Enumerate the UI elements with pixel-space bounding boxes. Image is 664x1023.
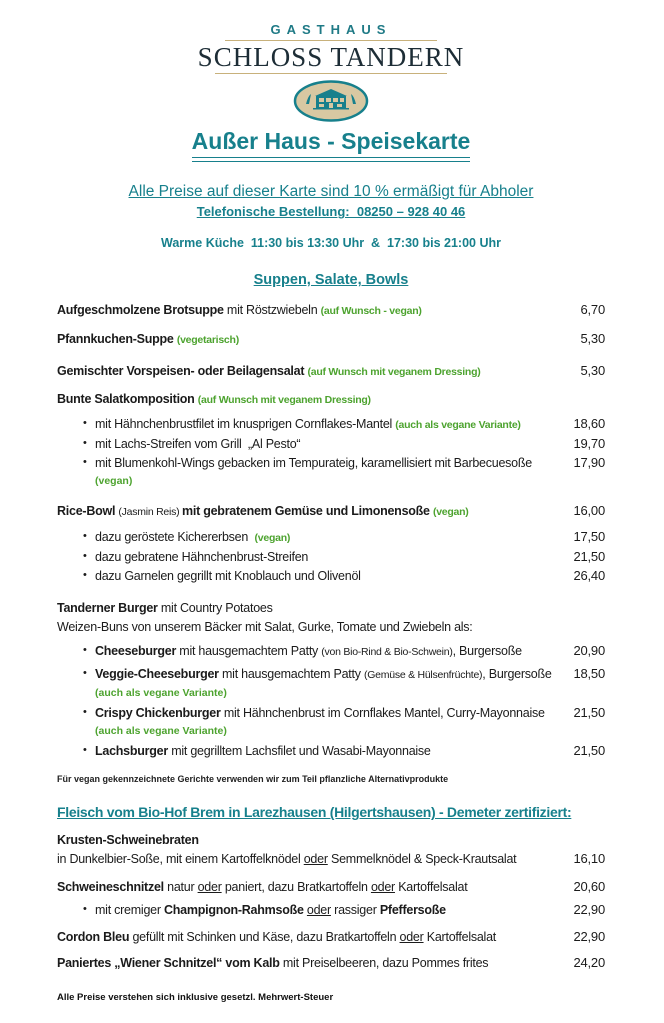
opening-hours: Warme Küche 11:30 bis 13:30 Uhr & 17:30 bis 21:00 Uhr — [161, 236, 501, 251]
menu-text-run: (auf Wunsch mit veganem Dressing) — [197, 394, 371, 407]
menu-text-run: oder — [197, 880, 222, 895]
menu-text-run: natur — [167, 880, 198, 895]
menu-item-text — [57, 504, 469, 518]
menu-text-run: mit gegrilltem Lachsfilet und Wasabi-Mayonnaise — [171, 744, 431, 759]
menu-text-run: rassiger — [330, 903, 380, 918]
vegan-footnote: Für vegan gekennzeichnete Gerichte verwenden wir zum Teil pflanzliche Alternativprodukte — [57, 774, 449, 785]
menu-item-text — [95, 644, 522, 658]
bullet-icon: • — [83, 744, 87, 757]
gold-divider-top — [225, 40, 437, 41]
menu-text-run: (auf Wunsch - vegan) — [320, 305, 422, 318]
discount-notice: Alle Preise auf dieser Karte sind 10 % ermäßigt für Abholer — [128, 183, 534, 201]
brand-gasthaus: GASTHAUS — [270, 22, 392, 37]
menu-item — [57, 618, 605, 636]
menu-text-run: oder — [306, 903, 331, 918]
menu-item-text — [95, 530, 290, 544]
bullet-icon: • — [83, 417, 87, 430]
schloss-tandern-logo — [57, 80, 605, 122]
menu-text-run: oder — [399, 930, 424, 945]
menu-text-run: Champignon-Rahmsoße — [163, 903, 307, 918]
menu-item-price: 16,10 — [573, 851, 605, 867]
header — [57, 22, 605, 250]
menu-text-run: (von Bio-Rind & Bio-Schwein) — [321, 646, 453, 659]
menu-item-text — [57, 620, 473, 634]
menu-item — [57, 528, 605, 547]
menu-item-text — [95, 437, 300, 451]
menu-item — [57, 742, 605, 760]
menu-item-price: 18,60 — [573, 416, 605, 432]
menu-item-subnote — [95, 472, 555, 489]
menu-text-run: Pfannkuchen-Suppe — [57, 332, 177, 347]
menu-text-run: mit Hähnchenbrustfilet im knusprigen Cornflakes-Mantel — [95, 417, 396, 432]
menu-item-text — [57, 364, 481, 378]
menu-text-run: mit Hähnchenbrust im Cornflakes Mantel, Curry-Mayonnaise — [223, 706, 545, 721]
menu-text-run: Lachsburger — [95, 744, 172, 759]
menu-text-run: paniert, dazu Bratkartoffeln — [221, 880, 371, 895]
menu-item-price: 18,50 — [573, 666, 605, 682]
menu-text-run: (Jasmin Reis) — [118, 506, 182, 519]
menu-text-run: (auch als vegane Variante) — [95, 687, 227, 700]
menu-item-text — [95, 667, 552, 681]
menu-text-run: mit Lachs-Streifen vom Grill „Al Pesto“ — [95, 437, 301, 452]
menu-item-price: 21,50 — [573, 705, 605, 721]
menu-item-text — [57, 303, 422, 317]
menu-item-text — [57, 852, 516, 866]
section-suppen-salate-bowls — [57, 272, 605, 760]
menu-text-run: Bunte Salatkomposition — [57, 392, 198, 407]
menu-item — [57, 878, 605, 896]
menu-text-run: (vegan) — [95, 475, 133, 488]
menu-text-run: dazu geröstete Kichererbsen — [95, 530, 255, 545]
menu-text-run: Veggie-Cheeseburger — [95, 667, 222, 682]
page-title — [57, 128, 605, 162]
menu-item-price: 24,20 — [573, 955, 605, 971]
menu-item — [57, 901, 605, 919]
menu-item — [57, 567, 605, 585]
bullet-icon: • — [83, 550, 87, 563]
menu-text-run: (auch als vegane Variante) — [95, 725, 227, 738]
menu-text-run: Tanderner Burger — [57, 601, 161, 616]
menu-item — [57, 704, 605, 739]
menu-text-run: Gemischter Vorspeisen- oder Beilagensalat — [57, 364, 308, 379]
menu-item — [57, 850, 605, 868]
bullet-icon: • — [83, 456, 87, 469]
menu-item-text — [95, 744, 431, 758]
menu-text-run: gefüllt mit Schinken und Käse, dazu Bratkartoffeln — [132, 930, 400, 945]
menu-text-run: Cordon Bleu — [57, 930, 133, 945]
menu-text-run: dazu Garnelen gegrillt mit Knoblauch und Olivenöl — [95, 569, 361, 584]
menu-item — [57, 415, 605, 434]
menu-text-run: (Gemüse & Hülsenfrüchte) — [363, 669, 483, 682]
section-items — [57, 301, 605, 760]
menu-item — [57, 330, 605, 349]
menu-item — [57, 362, 605, 381]
menu-item-price: 26,40 — [573, 568, 605, 584]
menu-item-text — [95, 456, 532, 470]
menu-item-price: 5,30 — [580, 363, 605, 379]
crest-icon — [293, 80, 369, 122]
menu-item-price: 17,90 — [573, 455, 605, 471]
menu-item-text — [95, 569, 361, 583]
menu-item-text — [95, 550, 308, 564]
menu-text-run: Aufgeschmolzene Brotsuppe — [57, 303, 227, 318]
menu-text-run: (auch als vegane Variante) — [395, 419, 521, 432]
menu-text-run: dazu gebratene Hähnchenbrust-Streifen — [95, 550, 309, 565]
bullet-icon: • — [83, 667, 87, 680]
menu-item — [57, 642, 605, 661]
menu-item-price: 17,50 — [573, 529, 605, 545]
menu-item-text — [95, 417, 521, 431]
menu-text-run: Cheeseburger — [95, 644, 180, 659]
menu-item-text — [95, 903, 446, 917]
menu-item — [57, 831, 605, 849]
menu-item-price: 6,70 — [580, 302, 605, 318]
menu-text-run: mit Blumenkohl-Wings gebacken im Tempurateig, karamellisiert mit Barbecuesoße — [95, 456, 532, 471]
menu-item-subnote — [95, 722, 555, 739]
menu-item-price: 21,50 — [573, 743, 605, 759]
menu-text-run: oder — [303, 852, 328, 867]
bullet-icon: • — [83, 569, 87, 582]
menu-item-price: 22,90 — [573, 902, 605, 918]
bullet-icon: • — [83, 530, 87, 543]
menu-item-text — [57, 880, 467, 894]
menu-text-run: Crispy Chickenburger — [95, 706, 224, 721]
page-title-text: Außer Haus - Speisekarte — [192, 128, 471, 158]
menu-text-run: in Dunkelbier-Soße, mit einem Kartoffelknödel — [57, 852, 304, 867]
menu-text-run: mit cremiger — [95, 903, 164, 918]
gold-divider-bottom — [215, 73, 447, 74]
menu-item — [57, 928, 605, 946]
menu-text-run: Schweineschnitzel — [57, 880, 168, 895]
section-items — [57, 831, 605, 972]
menu-item-text — [57, 956, 488, 970]
bullet-icon: • — [83, 644, 87, 657]
menu-item-text — [57, 930, 496, 944]
menu-text-run: (vegetarisch) — [176, 334, 239, 347]
menu-item — [57, 665, 605, 701]
menu-item-price: 20,60 — [573, 879, 605, 895]
menu-item — [57, 599, 605, 617]
menu-item-price: 19,70 — [573, 436, 605, 452]
section-heading: Suppen, Salate, Bowls — [253, 272, 409, 289]
menu-text-run: Krusten-Schweinebraten — [57, 833, 199, 848]
menu-item-price: 22,90 — [573, 929, 605, 945]
menu-text-run: Pfeffersoße — [379, 903, 446, 918]
menu-text-run: (vegan) — [432, 506, 469, 519]
menu-item-price: 16,00 — [573, 503, 605, 519]
menu-item-subnote — [95, 684, 555, 701]
menu-text-run: Rice-Bowl — [57, 504, 119, 519]
menu-item-text — [57, 392, 371, 406]
menu-item-text — [95, 706, 545, 720]
menu-text-run: mit gebratenem Gemüse und Limonensoße — [182, 504, 433, 519]
menu-item — [57, 301, 605, 320]
menu-item-text — [57, 601, 273, 615]
menu-text-run: (auf Wunsch mit veganem Dressing) — [307, 366, 481, 379]
menu-item — [57, 502, 605, 521]
bullet-icon: • — [83, 706, 87, 719]
bullet-icon: • — [83, 903, 87, 916]
phone-order-line: Telefonische Bestellung: 08250 – 928 40 46 — [196, 204, 466, 220]
section-heading: Fleisch vom Bio-Hof Brem in Larezhausen (Hilgertshausen) - Demeter zertifiziert: — [57, 804, 572, 821]
menu-text-run: mit Country Potatoes — [160, 601, 273, 616]
menu-text-run: mit Röstzwiebeln — [226, 303, 321, 318]
menu-text-run: Weizen-Buns von unserem Bäcker mit Salat, Gurke, Tomate und Zwiebeln als: — [57, 620, 473, 635]
menu-text-run: Kartoffelsalat — [394, 880, 468, 895]
menu-text-run: , Burgersoße — [452, 644, 522, 659]
menu-item — [57, 548, 605, 566]
menu-text-run: (vegan) — [254, 532, 291, 545]
menu-item — [57, 954, 605, 972]
menu-text-run: oder — [370, 880, 395, 895]
brand-schloss-tandern: SCHLOSS TANDERN — [197, 42, 465, 72]
menu-item-price: 5,30 — [580, 331, 605, 347]
tax-footnote: Alle Preise verstehen sich inklusive gesetzl. Mehrwert-Steuer — [57, 992, 334, 1004]
menu-text-run: mit hausgemachtem Patty — [222, 667, 364, 682]
menu-item-price: 21,50 — [573, 549, 605, 565]
menu-item-text — [57, 833, 199, 847]
menu-item — [57, 454, 605, 489]
bullet-icon: • — [83, 437, 87, 450]
menu-text-run: Semmelknödel & Speck-Krautsalat — [327, 852, 517, 867]
menu-item — [57, 435, 605, 453]
menu-text-run: mit hausgemachtem Patty — [179, 644, 322, 659]
menu-item-text — [57, 332, 239, 346]
section-fleisch-biohof — [57, 804, 605, 972]
menu-text-run: Paniertes „Wiener Schnitzel“ vom Kalb — [57, 956, 283, 971]
menu-item — [57, 390, 605, 409]
menu-item-price: 20,90 — [573, 643, 605, 659]
menu-text-run: Kartoffelsalat — [423, 930, 496, 945]
menu-text-run: mit Preiselbeeren, dazu Pommes frites — [282, 956, 489, 971]
menu-text-run: , Burgersoße — [482, 667, 552, 682]
